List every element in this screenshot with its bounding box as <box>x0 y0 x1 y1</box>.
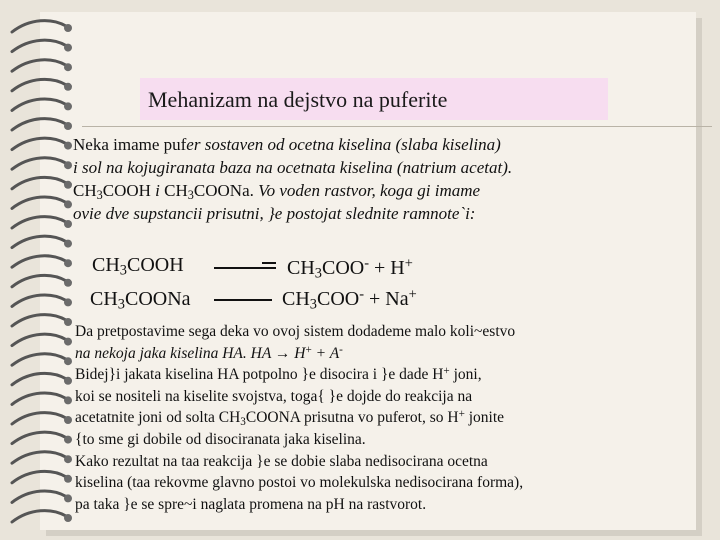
binding-hole <box>64 122 72 130</box>
spiral-ring <box>12 432 66 443</box>
body-line-6: {to sme gi dobile od disociranata jaka kiselina. <box>75 430 366 448</box>
intro-line-1: Neka imame pufer sostaven od ocetna kiselina (slaba kiselina) <box>73 135 501 154</box>
binding-hole <box>64 494 72 502</box>
spiral-ring <box>12 217 66 228</box>
explanation-paragraph <box>75 321 705 515</box>
divider <box>82 126 712 127</box>
body-line-4: koi se nositeli na kiselite svojstva, toga{ }e dojde do reakcija na <box>75 387 473 405</box>
body-line-7: Kako rezultat na taa reakcija }e se dobie slaba nedisocirana ocetna <box>75 452 488 470</box>
binding-hole <box>64 63 72 71</box>
intro-paragraph <box>73 133 693 225</box>
spiral-ring <box>12 79 66 90</box>
equation-2-reactant: $CH_3COONa$ <box>90 288 191 313</box>
spiral-ring <box>12 119 66 130</box>
binding-hole <box>64 102 72 110</box>
binding-hole <box>64 200 72 208</box>
body-line-8: kiselina (taa rekovme glavno postoi vo molekulska nedisocirana forma), <box>75 474 524 492</box>
spiral-ring <box>12 256 66 267</box>
intro-line-2: i sol na kojugiranata baza na ocetnata kiselina (natrium acetat). <box>73 158 513 177</box>
binding-hole <box>64 357 72 365</box>
body-line-9: pa taka }e se spre~i naglata promena na pH na rastvorot. <box>75 495 427 513</box>
arrow-right-icon: → <box>274 344 291 362</box>
binding-hole <box>64 259 72 267</box>
equation-1-arrow-half <box>262 262 276 264</box>
spiral-ring <box>12 177 66 188</box>
body-line-5: acetatnite joni od solta $CH_3COONA$ prisutna vo puferot, so H+ jonite <box>75 408 505 429</box>
binding-hole <box>64 220 72 228</box>
spiral-ring <box>12 236 66 247</box>
binding-hole <box>64 279 72 287</box>
binding-hole <box>64 161 72 169</box>
binding-hole <box>64 24 72 32</box>
binding-hole <box>64 318 72 326</box>
body-line-3: Bidej}i jakata kiselina HA potpolno }e disocira i }e dade H+ joni, <box>75 365 482 384</box>
equation-1-products: $CH_3COO^- + H^+$ <box>287 255 413 282</box>
spiral-ring <box>12 40 66 51</box>
binding-hole <box>64 142 72 150</box>
binding-hole <box>64 338 72 346</box>
intro-line-3: $CH_3COOH$ i $CH_3COONa$. Vo voden rastvor, koga gi imame <box>73 181 481 203</box>
spiral-ring <box>12 197 66 208</box>
binding-hole <box>64 455 72 463</box>
spiral-ring <box>12 334 66 345</box>
spiral-ring <box>12 393 66 404</box>
spiral-ring <box>12 99 66 110</box>
binding-hole <box>64 396 72 404</box>
binding-hole <box>64 436 72 444</box>
binding-hole <box>64 83 72 91</box>
equation-2-products: $CH_3COO^- + Na^+$ <box>282 286 417 313</box>
spiral-ring <box>12 354 66 365</box>
binding-hole <box>64 514 72 522</box>
spiral-ring <box>12 315 66 326</box>
spiral-ring <box>12 295 66 306</box>
binding-hole <box>64 181 72 189</box>
intro-line-4: ovie dve supstancii prisutni, }e postojat slednite ramnote`i: <box>73 204 476 223</box>
spiral-ring <box>12 60 66 71</box>
body-line-1: Da pretpostavime sega deka vo ovoj sistem dodademe malo koli~estvo <box>75 323 516 340</box>
spiral-ring <box>12 471 66 482</box>
binding-hole <box>64 298 72 306</box>
spiral-ring <box>12 491 66 502</box>
page-title: Mehanizam na dejstvo na puferite <box>148 87 448 112</box>
body-line-2: na nekoja jaka kiselina HA. HA → H+ + A- <box>75 343 343 362</box>
binding-hole <box>64 44 72 52</box>
spiral-ring <box>12 158 66 169</box>
spiral-ring <box>12 452 66 463</box>
spiral-ring <box>12 413 66 424</box>
binding-hole <box>64 416 72 424</box>
equation-2-arrow <box>214 299 272 301</box>
binding-hole <box>64 240 72 248</box>
spiral-ring <box>12 511 66 522</box>
spiral-ring <box>12 138 66 149</box>
binding-hole <box>64 377 72 385</box>
spiral-ring <box>12 373 66 384</box>
binding-hole <box>64 475 72 483</box>
spiral-ring <box>12 275 66 286</box>
spiral-ring <box>12 21 66 32</box>
equation-1-arrow-forward <box>214 267 276 269</box>
equation-1-reactant: $CH_3COOH$ <box>92 254 184 279</box>
